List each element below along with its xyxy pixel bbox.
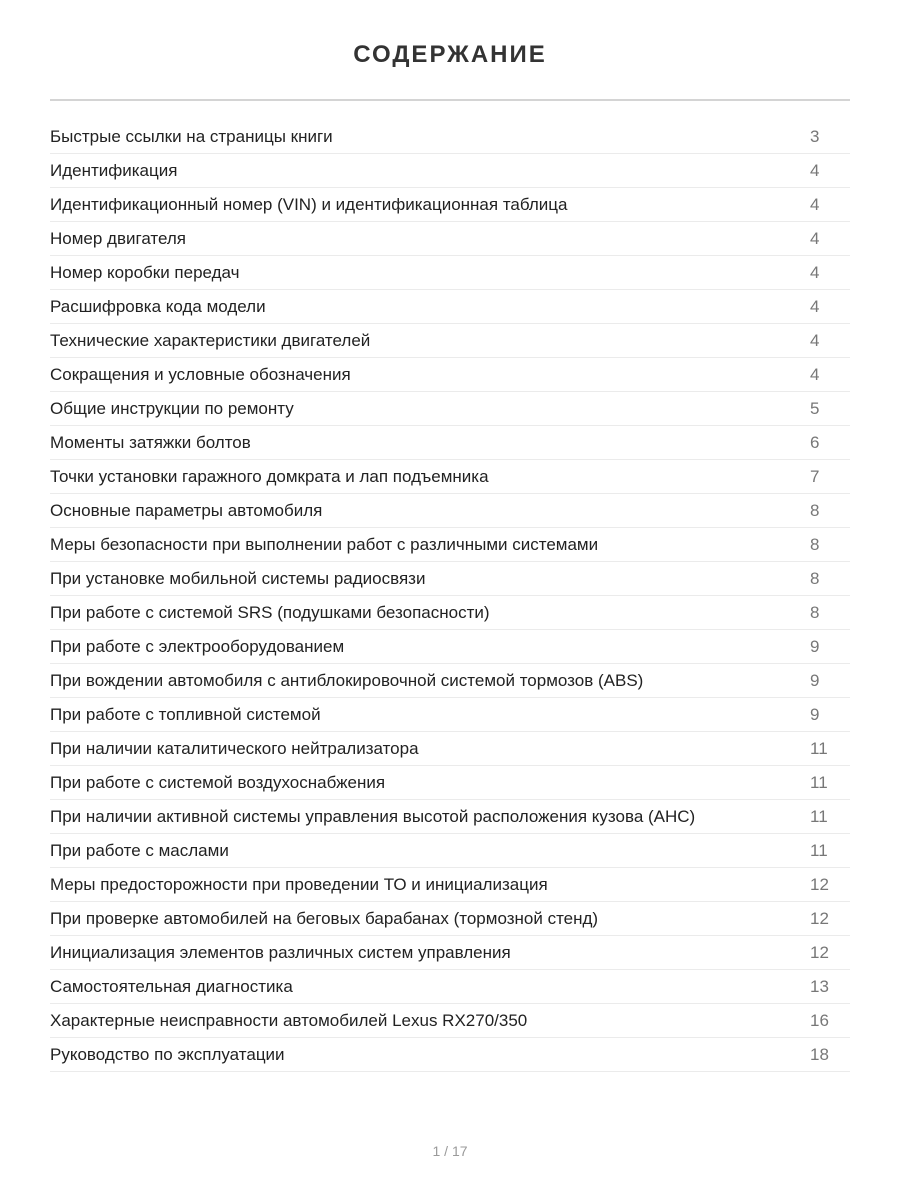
toc-entry[interactable] <box>50 800 850 834</box>
toc-entry-page-number: 4 <box>810 228 820 248</box>
toc-entry-page-number: 9 <box>810 636 820 656</box>
toc-entry[interactable] <box>50 834 850 868</box>
toc-entry[interactable] <box>50 426 850 460</box>
toc-entry-page-number: 12 <box>810 908 829 928</box>
toc-entry-page-number: 11 <box>810 738 828 758</box>
table-of-contents <box>50 120 850 1072</box>
toc-entry-title[interactable]: При работе с топливной системой <box>50 704 321 724</box>
toc-entry-page-number: 8 <box>810 534 820 554</box>
toc-entry-title[interactable]: При работе с электрооборудованием <box>50 636 345 656</box>
toc-entry-page-number: 11 <box>810 806 828 826</box>
toc-entry[interactable] <box>50 528 850 562</box>
toc-entry-title[interactable]: При проверке автомобилей на беговых барабанах (тормозной стенд) <box>50 908 599 928</box>
toc-entry-title[interactable]: Основные параметры автомобиля <box>50 500 323 520</box>
toc-entry[interactable] <box>50 698 850 732</box>
toc-entry[interactable] <box>50 902 850 936</box>
toc-entry-title[interactable]: Идентификация <box>50 160 178 180</box>
toc-entry[interactable] <box>50 766 850 800</box>
toc-entry-page-number: 4 <box>810 194 820 214</box>
toc-entry-title[interactable]: Точки установки гаражного домкрата и лап подъемника <box>50 466 489 486</box>
toc-entry-title[interactable]: Быстрые ссылки на страницы книги <box>50 126 333 146</box>
toc-entry-page-number: 11 <box>810 840 828 860</box>
toc-entry[interactable] <box>50 732 850 766</box>
toc-entry-title[interactable]: При установке мобильной системы радиосвязи <box>50 568 426 588</box>
toc-entry-page-number: 8 <box>810 568 820 588</box>
toc-entry-page-number: 3 <box>810 126 820 146</box>
toc-entry[interactable] <box>50 1038 850 1072</box>
toc-entry-title[interactable]: При вождении автомобиля с антиблокировочной системой тормозов (ABS) <box>50 670 644 690</box>
toc-entry[interactable] <box>50 290 850 324</box>
toc-entry-page-number: 4 <box>810 160 820 180</box>
toc-entry-title[interactable]: Сокращения и условные обозначения <box>50 364 351 384</box>
toc-entry[interactable] <box>50 358 850 392</box>
title-divider <box>50 99 850 101</box>
toc-entry-title[interactable]: Самостоятельная диагностика <box>50 976 293 996</box>
toc-entry[interactable] <box>50 392 850 426</box>
toc-entry-title[interactable]: Моменты затяжки болтов <box>50 432 251 452</box>
toc-entry[interactable] <box>50 494 850 528</box>
toc-entry[interactable] <box>50 936 850 970</box>
toc-entry-page-number: 13 <box>810 976 829 996</box>
toc-entry-title[interactable]: Руководство по эксплуатации <box>50 1044 285 1064</box>
toc-entry-title[interactable]: При работе с системой SRS (подушками безопасности) <box>50 602 490 622</box>
toc-entry[interactable] <box>50 868 850 902</box>
toc-entry-title[interactable]: Идентификационный номер (VIN) и идентификационная таблица <box>50 194 568 214</box>
toc-entry-page-number: 9 <box>810 670 820 690</box>
toc-entry-page-number: 9 <box>810 704 820 724</box>
toc-entry-page-number: 12 <box>810 942 829 962</box>
toc-entry[interactable] <box>50 154 850 188</box>
toc-entry-page-number: 4 <box>810 296 820 316</box>
toc-entry-page-number: 18 <box>810 1044 829 1064</box>
toc-entry-title[interactable]: При работе с маслами <box>50 840 229 860</box>
toc-entry-title[interactable]: Номер двигателя <box>50 228 187 248</box>
page-title: СОДЕРЖАНИЕ <box>353 41 547 68</box>
toc-entry-title[interactable]: Меры безопасности при выполнении работ с различными системами <box>50 534 599 554</box>
toc-entry-title[interactable]: Расшифровка кода модели <box>50 296 266 316</box>
toc-entry[interactable] <box>50 970 850 1004</box>
toc-entry-page-number: 4 <box>810 262 820 282</box>
toc-entry[interactable] <box>50 324 850 358</box>
toc-entry-page-number: 4 <box>810 364 820 384</box>
toc-entry-page-number: 4 <box>810 330 820 350</box>
toc-entry-title[interactable]: Характерные неисправности автомобилей Lexus RX270/350 <box>50 1010 528 1030</box>
toc-entry-page-number: 8 <box>810 500 820 520</box>
toc-entry-page-number: 11 <box>810 772 828 792</box>
toc-entry-title[interactable]: Номер коробки передач <box>50 262 240 282</box>
toc-entry[interactable] <box>50 188 850 222</box>
toc-entry-page-number: 5 <box>810 398 820 418</box>
toc-entry-title[interactable]: Меры предосторожности при проведении ТО и инициализация <box>50 874 548 894</box>
toc-entry-title[interactable]: Инициализация элементов различных систем управления <box>50 942 511 962</box>
toc-entry-page-number: 6 <box>810 432 820 452</box>
toc-entry[interactable] <box>50 630 850 664</box>
toc-entry-page-number: 12 <box>810 874 829 894</box>
toc-entry[interactable] <box>50 256 850 290</box>
toc-entry[interactable] <box>50 222 850 256</box>
toc-entry-title[interactable]: Общие инструкции по ремонту <box>50 398 294 418</box>
toc-entry[interactable] <box>50 1004 850 1038</box>
page-counter: 1 / 17 <box>432 1143 468 1159</box>
toc-entry-page-number: 8 <box>810 602 820 622</box>
toc-entry-title[interactable]: При наличии активной системы управления высотой расположения кузова (AHC) <box>50 806 696 826</box>
toc-entry-title[interactable]: Технические характеристики двигателей <box>50 330 371 350</box>
toc-entry[interactable] <box>50 120 850 154</box>
toc-entry[interactable] <box>50 460 850 494</box>
toc-entry[interactable] <box>50 596 850 630</box>
toc-entry[interactable] <box>50 664 850 698</box>
toc-entry-title[interactable]: При наличии каталитического нейтрализатора <box>50 738 419 758</box>
toc-entry-page-number: 16 <box>810 1010 829 1030</box>
toc-entry-page-number: 7 <box>810 466 820 486</box>
toc-entry-title[interactable]: При работе с системой воздухоснабжения <box>50 772 386 792</box>
toc-entry[interactable] <box>50 562 850 596</box>
